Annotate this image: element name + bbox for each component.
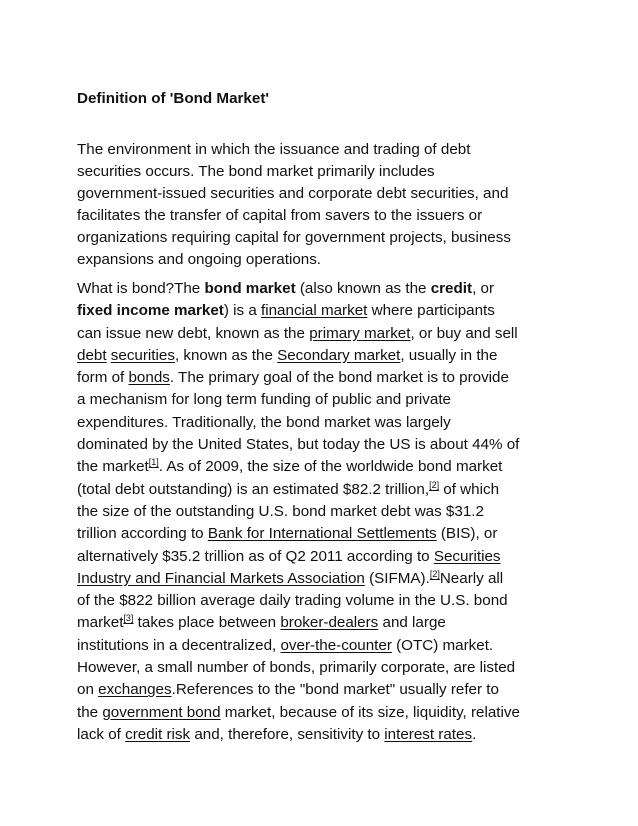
text-run: takes place between — [133, 614, 281, 632]
text-line: expenditures. Traditionally, the bond market was largely — [77, 413, 451, 431]
text-line: dominated by the United States, but today the US is about 44% of — [77, 436, 520, 454]
link-sifma[interactable]: Industry and Financial Markets Association — [77, 569, 365, 587]
text-line: organizations requiring capital for government projects, business — [77, 229, 511, 246]
text-run: where participants — [367, 302, 495, 320]
text-run: market, because of its size, liquidity, relative — [220, 703, 520, 721]
text-line: The environment in which the issuance and trading of debt — [77, 141, 471, 158]
text-run: form of — [77, 369, 129, 387]
text-run: (total debt outstanding) is an estimated $82.2 trillion, — [77, 480, 430, 498]
text-line — [77, 300, 569, 322]
text-run: , usually in the — [400, 346, 498, 364]
link-sifma[interactable]: Securities — [433, 547, 501, 565]
text-line — [77, 367, 569, 389]
text-run: . The primary goal of the bond market is to provide — [169, 369, 509, 387]
text-line — [77, 323, 569, 345]
text-run: (OTC) market. — [391, 636, 494, 654]
text-line — [77, 724, 569, 746]
text-line: the size of the outstanding U.S. bond market debt was $31.2 — [77, 502, 484, 520]
text-run: institutions in a decentralized, — [77, 636, 281, 654]
text-run: . — [472, 725, 477, 743]
text-run: (also known as the — [295, 280, 431, 297]
text-run: (SIFMA). — [364, 569, 430, 587]
bold-term: bond market — [204, 280, 296, 297]
text-line: However, a small number of bonds, primarily corporate, are listed — [77, 659, 516, 677]
text-run: , or buy and sell — [410, 324, 518, 342]
footnote-link-2[interactable]: [2] — [429, 479, 440, 490]
text-line — [77, 278, 569, 300]
text-line: government-issued securities and corporate debt securities, and — [77, 185, 509, 202]
text-run: the — [77, 703, 103, 721]
text-line: facilitates the transfer of capital from savers to the issuers or — [77, 207, 483, 224]
text-run: . As of 2009, the size of the worldwide bond market — [158, 458, 503, 476]
footnote-link-3[interactable]: [3] — [123, 613, 134, 624]
definition-paragraph — [77, 139, 537, 271]
link-securities[interactable]: securities — [110, 346, 175, 364]
text-run: trillion according to — [77, 525, 208, 543]
text-line: a mechanism for long term funding of public and private — [77, 391, 451, 409]
text-line: securities occurs. The bond market primarily includes — [77, 163, 435, 180]
text-run: lack of — [77, 725, 126, 743]
link-government-bond[interactable]: government bond — [102, 703, 221, 721]
link-exchanges[interactable]: exchanges — [98, 681, 172, 699]
text-line: of the $822 billion average daily trading volume in the U.S. bond — [77, 592, 508, 610]
text-run: , known as the — [174, 346, 278, 364]
bond-market-paragraph — [77, 278, 569, 746]
text-run: can issue new debt, known as the — [77, 324, 310, 342]
link-primary-market[interactable]: primary market — [309, 324, 411, 342]
text-line — [77, 523, 569, 545]
link-debt[interactable]: debt — [77, 346, 107, 364]
link-secondary-market[interactable]: Secondary market — [277, 346, 401, 364]
text-run: alternatively $35.2 trillion as of Q2 2011 according to — [77, 547, 434, 565]
text-line — [77, 568, 569, 590]
link-interest-rates[interactable]: interest rates — [384, 725, 473, 743]
text-run: ) is a — [223, 302, 262, 320]
text-line — [77, 679, 569, 701]
link-credit-risk[interactable]: credit risk — [125, 725, 191, 743]
link-financial-market[interactable]: financial market — [261, 302, 368, 320]
bold-term: credit — [430, 280, 473, 297]
text-line — [77, 345, 569, 367]
text-run: What is bond?The — [77, 280, 205, 297]
footnote-link-1[interactable]: [1] — [148, 457, 159, 468]
link-bis[interactable]: Bank for International Settlements — [207, 525, 437, 543]
text-line — [77, 546, 569, 568]
text-run: , or — [472, 280, 495, 297]
document-page — [77, 88, 569, 746]
link-broker-dealers[interactable]: broker-dealers — [280, 614, 379, 632]
text-line — [77, 456, 569, 478]
text-run: of which — [439, 480, 500, 498]
link-over-the-counter[interactable]: over-the-counter — [280, 636, 392, 654]
bold-term: fixed income market — [77, 302, 224, 320]
text-line — [77, 702, 569, 724]
page-title: Definition of 'Bond Market' — [77, 90, 269, 107]
text-run: Nearly all — [439, 569, 504, 587]
text-line — [77, 612, 569, 634]
text-line — [77, 479, 569, 501]
text-run: the market — [77, 458, 149, 476]
text-run: .References to the "bond market" usually refer to — [171, 681, 499, 699]
text-run: market — [77, 614, 124, 632]
text-run: and, therefore, sensitivity to — [190, 725, 385, 743]
text-run: (BIS), or — [436, 525, 498, 543]
text-run: on — [77, 681, 99, 699]
text-line: expansions and ongoing operations. — [77, 251, 322, 268]
text-run: and large — [378, 614, 446, 632]
link-bonds[interactable]: bonds — [128, 369, 170, 387]
footnote-link-2[interactable]: [2] — [429, 568, 440, 579]
text-line — [77, 635, 569, 657]
